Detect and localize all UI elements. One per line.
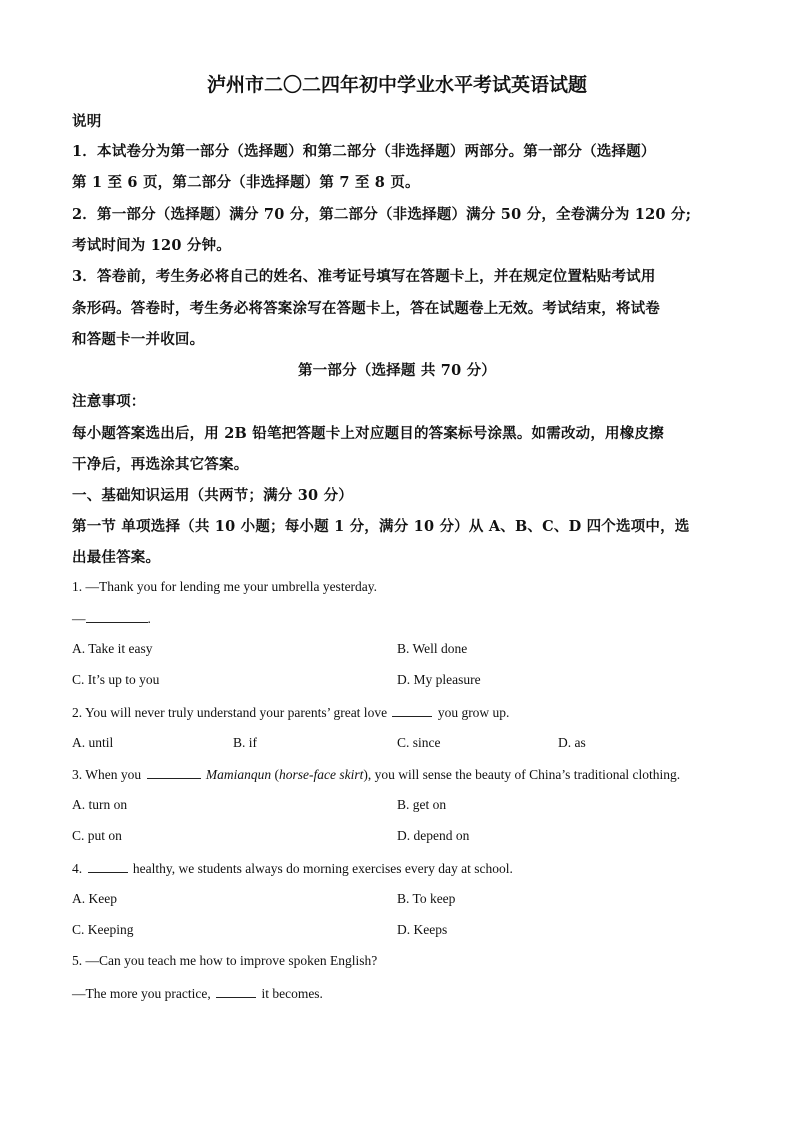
question-2-option-c: C. since bbox=[397, 735, 441, 750]
subsection-1-line-1: 第一节 单项选择（共 10 小题；每小题 1 分，满分 10 分）从 A、B、C、D 四个选项中，选 bbox=[72, 518, 690, 535]
notes-heading: 注意事项： bbox=[72, 393, 146, 410]
instruction-2-line-2: 考试时间为 120 分钟。 bbox=[72, 237, 231, 254]
question-5-stem: 5. —Can you teach me how to improve spoken English? bbox=[72, 953, 378, 968]
question-1-option-c: C. It’s up to you bbox=[72, 672, 160, 687]
question-3-paren-open: ( bbox=[271, 767, 279, 782]
question-4-option-d: D. Keeps bbox=[397, 922, 448, 937]
question-3-option-b: B. get on bbox=[397, 797, 447, 812]
question-3-stem-after: ), you will sense the beauty of China’s traditional clothing. bbox=[363, 767, 681, 782]
question-3-term: Mamianqun bbox=[205, 767, 272, 782]
question-3-option-a: A. turn on bbox=[72, 797, 128, 812]
instruction-3-line-1: 3．答卷前，考生务必将自己的姓名、准考证号填写在答题卡上，并在规定位置粘贴考试用 bbox=[72, 268, 656, 285]
question-4-stem-before: 4. bbox=[72, 861, 83, 876]
answer-blank bbox=[86, 610, 148, 623]
question-3-stem-before: 3. When you bbox=[72, 767, 142, 782]
question-4-option-c: C. Keeping bbox=[72, 922, 134, 937]
question-4-option-a: A. Keep bbox=[72, 891, 117, 906]
question-3-term-gloss: horse-face skirt bbox=[279, 767, 364, 782]
question-4-stem bbox=[72, 860, 513, 877]
question-2-stem-after: you grow up. bbox=[437, 705, 510, 720]
question-5-reply-after: it becomes. bbox=[261, 986, 323, 1001]
question-1-option-a: A. Take it easy bbox=[72, 641, 153, 656]
question-3-stem bbox=[72, 766, 680, 783]
notes-line-1: 每小题答案选出后，用 2B 铅笔把答题卡上对应题目的答案标号涂黑。如需改动，用橡皮擦 bbox=[72, 425, 664, 442]
question-1-reply-prefix: — bbox=[72, 611, 86, 626]
question-5-reply-before: —The more you practice, bbox=[72, 986, 211, 1001]
instruction-2-line-1: 2．第一部分（选择题）满分 70 分，第二部分（非选择题）满分 50 分，全卷满分为 120 分; bbox=[72, 206, 692, 223]
question-5-reply bbox=[72, 985, 323, 1002]
answer-blank bbox=[88, 860, 128, 873]
instruction-1-line-1: 1．本试卷分为第一部分（选择题）和第二部分（非选择题）两部分。第一部分（选择题） bbox=[72, 143, 656, 160]
question-2-option-a: A. until bbox=[72, 735, 114, 750]
answer-blank bbox=[147, 766, 201, 779]
question-1-option-b: B. Well done bbox=[397, 641, 468, 656]
notes-line-2: 干净后，再选涂其它答案。 bbox=[72, 456, 249, 473]
subsection-1-line-2: 出最佳答案。 bbox=[72, 549, 161, 566]
part1-heading: 第一部分（选择题 共 70 分） bbox=[297, 362, 497, 379]
question-2-stem-before: 2. You will never truly understand your parents’ great love bbox=[72, 705, 388, 720]
instruction-1-line-2: 第 1 至 6 页，第二部分（非选择题）第 7 至 8 页。 bbox=[72, 174, 420, 191]
page-title: 泸州市二〇二四年初中学业水平考试英语试题 bbox=[206, 74, 587, 96]
question-1-reply-suffix: . bbox=[147, 611, 151, 626]
question-1-stem: 1. —Thank you for lending me your umbrella yesterday. bbox=[72, 579, 378, 594]
question-4-option-b: B. To keep bbox=[397, 891, 456, 906]
section-1-heading: 一、基础知识运用（共两节；满分 30 分） bbox=[72, 487, 353, 504]
question-4-stem-after: healthy, we students always do morning exercises every day at school. bbox=[132, 861, 513, 876]
question-2-option-d: D. as bbox=[558, 735, 586, 750]
question-3-option-d: D. depend on bbox=[397, 828, 470, 843]
instruction-3-line-3: 和答题卡一并收回。 bbox=[72, 331, 205, 348]
answer-blank bbox=[392, 704, 432, 717]
question-3-option-c: C. put on bbox=[72, 828, 122, 843]
instruction-3-line-2: 条形码。答卷时，考生务必将答案涂写在答题卡上，答在试题卷上无效。考试结束，将试卷 bbox=[72, 300, 660, 317]
answer-blank bbox=[216, 985, 256, 998]
question-1-option-d: D. My pleasure bbox=[397, 672, 481, 687]
instructions-heading: 说明 bbox=[72, 113, 102, 130]
question-1-reply bbox=[72, 610, 151, 627]
question-2-option-b: B. if bbox=[233, 735, 258, 750]
question-2-stem bbox=[72, 704, 509, 721]
